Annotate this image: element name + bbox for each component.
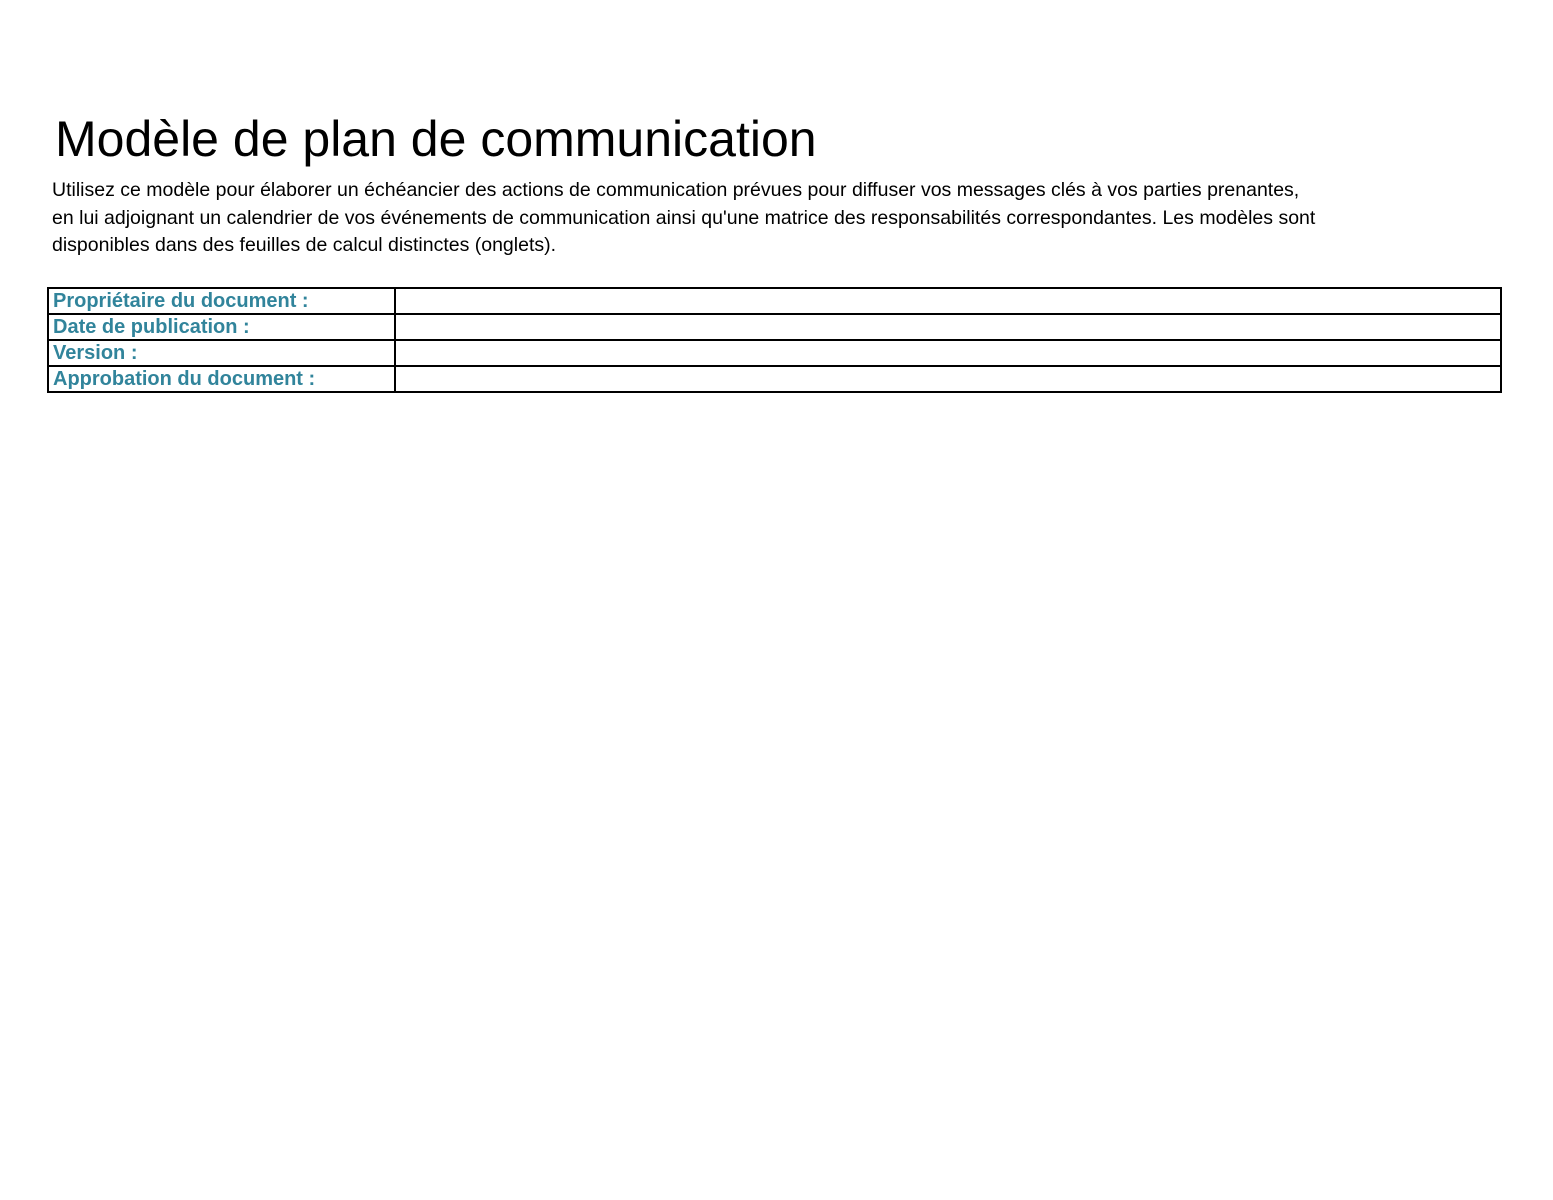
document-info-table [47,287,1502,393]
document-approval-label: Approbation du document : [48,366,395,392]
table-row [48,366,1501,392]
version-field[interactable] [395,340,1501,366]
description-line: disponibles dans des feuilles de calcul distinctes (onglets). [52,234,557,256]
table-row [48,340,1501,366]
page-title: Modèle de plan de communication [55,111,817,167]
document-approval-field[interactable] [395,366,1501,392]
publication-date-field[interactable] [395,314,1501,340]
document-owner-label: Propriétaire du document : [48,288,395,314]
version-label: Version : [48,340,395,366]
publication-date-label: Date de publication : [48,314,395,340]
document-owner-field[interactable] [395,288,1501,314]
table-row [48,314,1501,340]
description-line: en lui adjoignant un calendrier de vos événements de communication ainsi qu'une matrice des responsabilités correspondantes. Les modèles sont [52,206,1316,229]
table-row [48,288,1501,314]
description-paragraph [52,177,1512,260]
description-line: Utilisez ce modèle pour élaborer un échéancier des actions de communication prévues pour diffuser vos messages clés à vos parties prenantes, [52,179,1300,201]
